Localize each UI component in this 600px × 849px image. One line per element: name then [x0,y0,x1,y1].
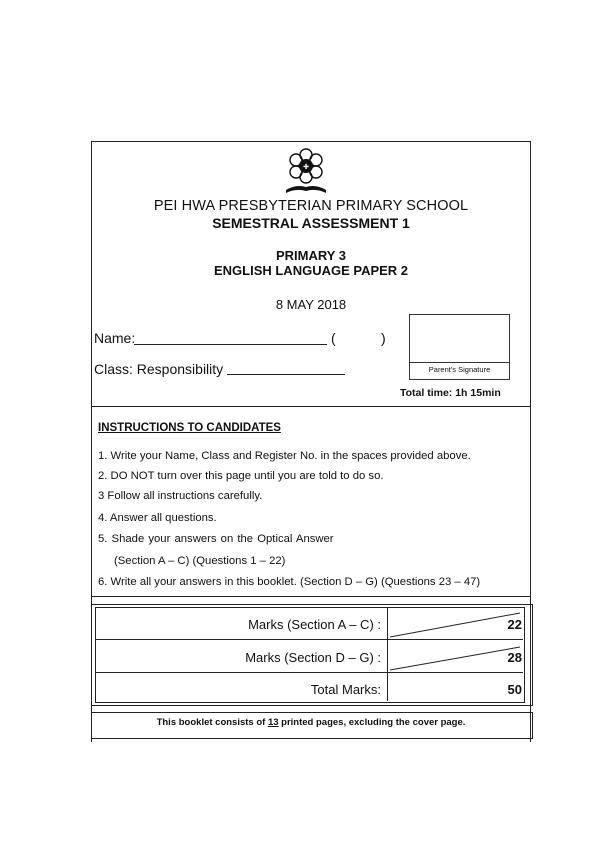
marks-label-d-g: Marks (Section D – G) : [245,650,381,665]
school-name: PEI HWA PRESBYTERIAN PRIMARY SCHOOL [153,198,469,214]
marks-value-a-c: 22 [507,617,522,632]
instruction-item: 4. Answer all questions. [98,512,217,524]
instruction-item: 1. Write your Name, Class and Register No. in the spaces provided above. [98,450,471,462]
signature-divider [410,362,509,363]
register-close-paren: ) [381,330,386,346]
name-label: Name: [94,330,136,346]
total-time: Total time: 1h 15min [400,387,501,399]
name-field[interactable] [134,344,327,345]
class-field[interactable] [227,374,345,375]
instructions-title: INSTRUCTIONS TO CANDIDATES [98,422,281,434]
footer-text-post: printed pages, excluding the cover page. [278,717,466,728]
parent-signature-box[interactable] [409,314,510,380]
instructions-bottom-rule [91,596,531,597]
svg-text:✚: ✚ [303,163,309,171]
signature-caption: Parent's Signature [428,365,491,374]
instruction-item: (Section A – C) (Questions 1 – 22) [114,555,286,567]
marks-row-divider [95,672,523,673]
instruction-item: 5. Shade your answers on the Optical Answer [98,533,334,545]
instruction-item: 6. Write all your answers in this booklet. (Section D – G) (Questions 23 – 47) [98,576,481,588]
marks-value-d-g: 28 [507,650,522,665]
total-marks-value: 50 [507,682,522,697]
footer-text-pre: This booklet consists of [156,717,268,728]
exam-date: 8 MAY 2018 [275,297,347,312]
footer-note [91,717,531,728]
paper-title: ENGLISH LANGUAGE PAPER 2 [213,263,409,278]
register-open-paren: ( [331,330,336,346]
marks-label-a-c: Marks (Section A – C) : [248,617,381,632]
level-title: PRIMARY 3 [275,248,347,263]
instruction-item: 3 Follow all instructions carefully. [98,490,263,502]
assessment-title: SEMESTRAL ASSESSMENT 1 [212,215,410,231]
instruction-item: 2. DO NOT turn over this page until you are told to do so. [98,470,384,482]
total-marks-label: Total Marks: [310,682,381,697]
school-logo [280,146,332,196]
footer-page-count: 13 [267,717,279,728]
class-label: Class: Responsibility [94,361,224,377]
instructions-top-rule [91,406,531,407]
